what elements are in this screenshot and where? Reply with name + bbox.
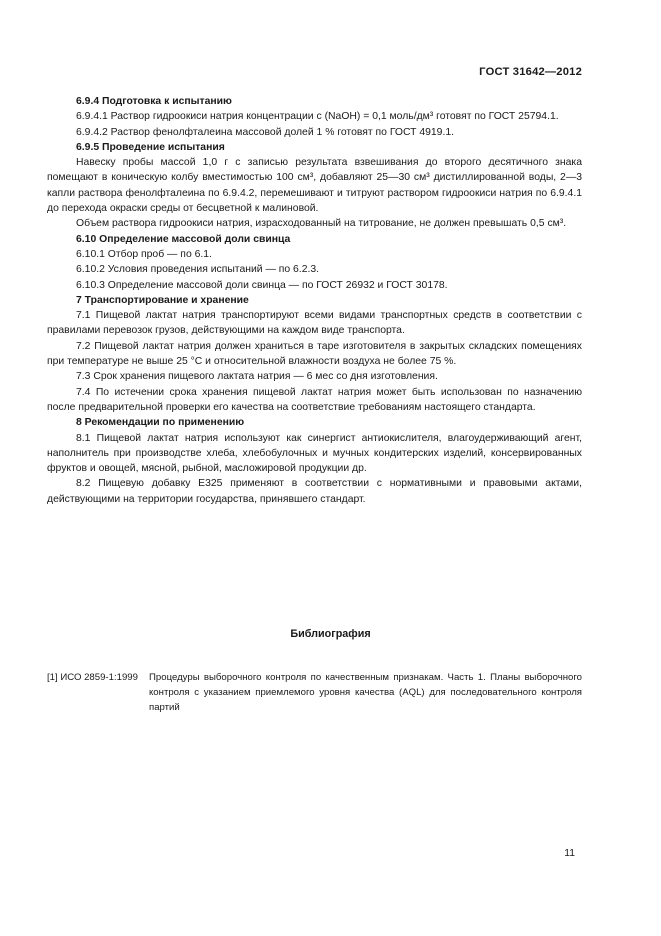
heading-6-10: 6.10 Определение массовой доли свинца xyxy=(76,233,291,245)
heading-6-9-4: 6.9.4 Подготовка к испытанию xyxy=(76,96,232,107)
document-id: ГОСТ 31642—2012 xyxy=(479,66,582,78)
paragraph-7-3: 7.3 Срок хранения пищевого лактата натрия — 6 мес со дня изготовления. xyxy=(76,371,438,383)
bibliography-reference: [1] ИСО 2859-1:1999 xyxy=(47,672,138,683)
paragraph-6-9-5-procedure: Навеску пробы массой 1,0 г с записью результата взвешивания до второго десятичного знака помещают в коническую колбу вместимостью 100 см³, добавляют 25—30 см³ дистиллированной воды, 2—3 капли раствора фенолфталеина по 6.9.4.2, перемешивают и титруют раствором гидроокиси натрия по 6.9.4.1 до перехода окраски среды от бесцветной к малиновой. xyxy=(47,157,582,215)
paragraph-7-2: 7.2 Пищевой лактат натрия должен храниться в таре изготовителя в закрытых складских помещениях при температуре не выше 25 °С и относительной влажности воздуха не более 75 %. xyxy=(47,340,582,368)
paragraph-6-9-4-2: 6.9.4.2 Раствор фенолфталеина массовой долей 1 % готовят по ГОСТ 4919.1. xyxy=(76,126,455,138)
paragraph-6-10-2: 6.10.2 Условия проведения испытаний — по 6.2.3. xyxy=(76,264,320,276)
bibliography-description: Процедуры выборочного контроля по качественным признакам. Часть 1. Планы выборочного контроля с указанием приемлемого уровня качества (AQL) для последовательного контроля партий xyxy=(149,672,582,713)
paragraph-8-1: 8.1 Пищевой лактат натрия используют как синергист антиокислителя, влагоудерживающий агент, наполнитель при производстве хлеба, хлебобулочных и мучных кондитерских изделий, консервированных фруктов и овощей, мясной, рыбной, масложировой продукции др. xyxy=(47,432,582,475)
paragraph-7-4: 7.4 По истечении срока хранения пищевой лактат натрия может быть использован по назначению после предварительной проверки его качества на соответствие требованиям настоящего стандарта. xyxy=(47,386,582,413)
main-text xyxy=(47,94,582,507)
paragraph-6-10-3: 6.10.3 Определение массовой доли свинца — по ГОСТ 26932 и ГОСТ 30178. xyxy=(76,279,448,291)
heading-6-9-5: 6.9.5 Проведение испытания xyxy=(76,141,225,153)
heading-section-8: 8 Рекомендации по применению xyxy=(76,417,245,429)
bibliography-title: Библиография xyxy=(290,628,371,640)
paragraph-6-9-4-1: 6.9.4.1 Раствор гидроокиси натрия концентрации c (NaOH) = 0,1 моль/дм³ готовят по ГОСТ 25794.1. xyxy=(76,111,559,123)
heading-section-7: 7 Транспортирование и хранение xyxy=(76,294,249,306)
page-number: 11 xyxy=(564,848,575,859)
paragraph-8-2: 8.2 Пищевую добавку Е325 применяют в соответствии с нормативными и правовыми актами, действующими на территории государства, принявшего стандарт. xyxy=(47,478,582,505)
paragraph-6-10-1: 6.10.1 Отбор проб — по 6.1. xyxy=(76,248,212,260)
paragraph-6-9-5-limit: Объем раствора гидроокиси натрия, израсходованный на титрование, не должен превышать 0,5 см³. xyxy=(76,218,567,230)
bibliography-entry xyxy=(47,670,582,715)
paragraph-7-1: 7.1 Пищевой лактат натрия транспортируют всеми видами транспортных средств в соответствии с правилами перевозок грузов, действующими на каждом виде транспорта. xyxy=(47,310,582,337)
